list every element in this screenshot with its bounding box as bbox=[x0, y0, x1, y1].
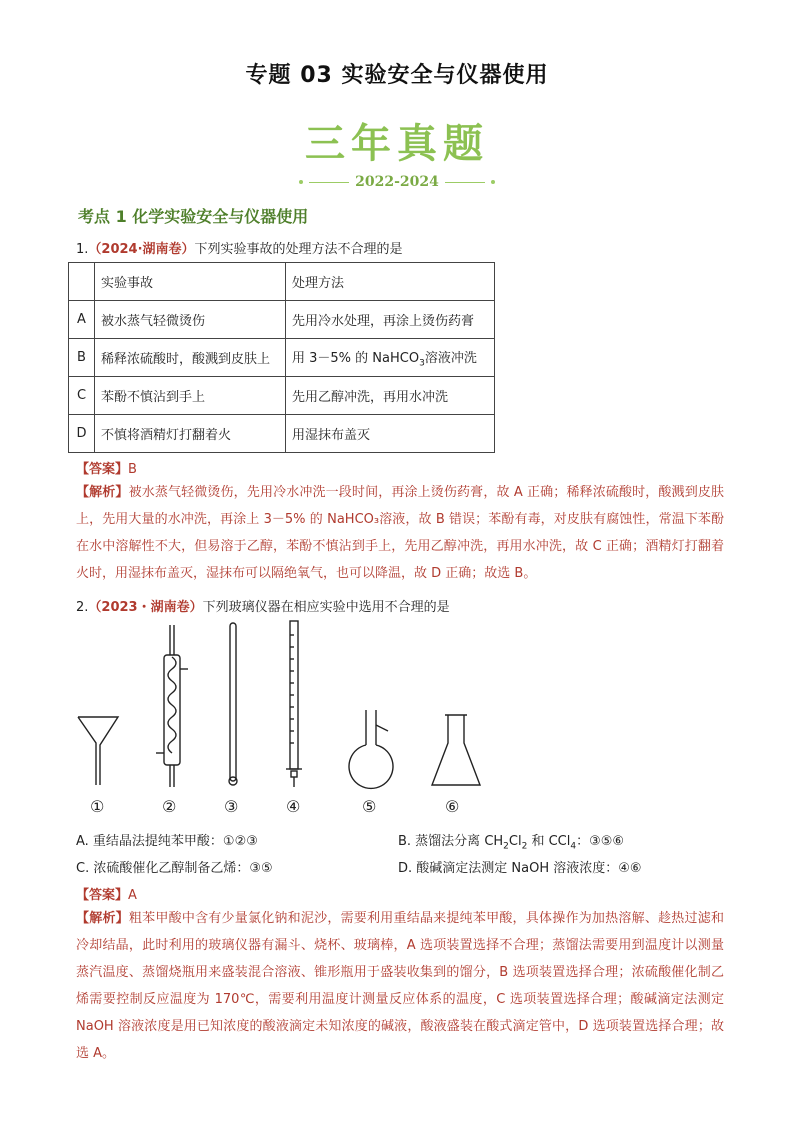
analysis-tag: 【解析】 bbox=[76, 485, 129, 500]
method-cell: 用湿抹布盖灭 bbox=[286, 415, 495, 453]
answer-value: A bbox=[128, 888, 137, 903]
row-label: C bbox=[69, 377, 95, 415]
row-label: B bbox=[69, 339, 95, 377]
distillation-flask-icon bbox=[349, 710, 393, 788]
right-rule bbox=[445, 182, 485, 183]
table-row bbox=[69, 301, 495, 339]
year-range bbox=[0, 174, 794, 190]
label-1: ① bbox=[90, 797, 105, 816]
thermometer-icon bbox=[229, 623, 237, 785]
answer-tag: 【答案】 bbox=[76, 888, 129, 903]
accident-table bbox=[68, 262, 495, 453]
method-cell bbox=[286, 339, 495, 377]
question-2-source: （2023・湖南卷） bbox=[88, 600, 203, 615]
option-c: C. 浓硫酸催化乙醇制备乙烯：③⑤ bbox=[76, 861, 273, 876]
question-1-source: （2024·湖南卷） bbox=[88, 242, 195, 257]
question-2-stem bbox=[76, 596, 450, 615]
table-row bbox=[69, 377, 495, 415]
option-a: A. 重结晶法提纯苯甲酸：①②③ bbox=[76, 834, 258, 849]
condenser-icon bbox=[156, 625, 188, 787]
label-4: ④ bbox=[286, 797, 301, 816]
table-header-cell: 处理方法 bbox=[286, 263, 495, 301]
option-b-text: B. 蒸馏法分离 CH bbox=[398, 834, 504, 849]
answer-tag: 【答案】 bbox=[76, 462, 129, 477]
analysis-tag: 【解析】 bbox=[76, 911, 129, 926]
question-1-stem bbox=[76, 238, 403, 257]
table-header-cell bbox=[69, 263, 95, 301]
method-cell: 先用冷水处理，再涂上烫伤药膏 bbox=[286, 301, 495, 339]
question-2-answer bbox=[76, 884, 137, 903]
left-rule bbox=[309, 182, 349, 183]
option-b-text: 和 CCl bbox=[527, 834, 571, 849]
funnel-icon bbox=[78, 717, 118, 785]
conical-flask-icon bbox=[432, 715, 480, 785]
method-text: 用 3－5% 的 NaHCO bbox=[292, 350, 420, 366]
question-1-number: 1. bbox=[76, 242, 89, 257]
page-title: 专题 03 实验安全与仪器使用 bbox=[245, 63, 549, 88]
option-b bbox=[398, 830, 624, 852]
analysis-text: 被水蒸气轻微烫伤，先用冷水冲洗一段时间，再涂上烫伤药膏，故 A 正确；稀释浓硫酸时，酸溅到皮肤上，先用大量的水冲洗，再涂上 3－5% 的 NaHCO₃溶液，故 B 错误；苯酚有毒，对皮肤有腐蚀性，常温下苯酚在水中溶解性不大，但易溶于乙醇，苯酚不慎沾到手上，先用乙醇冲洗，再用水冲洗，故 C 正确；酒精灯打翻着火时，用湿抹布盖灭，湿抹布可以隔绝氧气，也可以降温，故 D 正确；故选 B。 bbox=[76, 485, 724, 581]
question-1-text: 下列实验事故的处理方法不合理的是 bbox=[194, 242, 403, 257]
year-range-text: 2022-2024 bbox=[355, 174, 439, 190]
banner-heading: 三年真题 bbox=[305, 121, 489, 167]
left-dot-icon bbox=[299, 180, 303, 184]
right-dot-icon bbox=[491, 180, 495, 184]
question-1-analysis bbox=[76, 479, 724, 587]
section-heading: 考点 1 化学实验安全与仪器使用 bbox=[78, 207, 309, 226]
option-b-subscript: 2 bbox=[521, 841, 528, 852]
accident-cell: 苯酚不慎沾到手上 bbox=[95, 377, 286, 415]
row-label: D bbox=[69, 415, 95, 453]
option-b-text: Cl bbox=[508, 834, 522, 849]
table-row bbox=[69, 339, 495, 377]
option-d: D. 酸碱滴定法测定 NaOH 溶液浓度：④⑥ bbox=[398, 861, 642, 876]
label-5: ⑤ bbox=[362, 797, 377, 816]
question-2-number: 2. bbox=[76, 600, 89, 615]
answer-value: B bbox=[128, 462, 137, 477]
accident-cell: 被水蒸气轻微烫伤 bbox=[95, 301, 286, 339]
method-cell: 先用乙醇冲洗，再用水冲洗 bbox=[286, 377, 495, 415]
table-header-row bbox=[69, 263, 495, 301]
method-subscript: 3 bbox=[419, 358, 425, 369]
method-text: 溶液冲洗 bbox=[424, 350, 477, 366]
question-1-answer bbox=[76, 458, 137, 477]
accident-cell: 稀释浓硫酸时，酸溅到皮肤上 bbox=[95, 339, 286, 377]
accident-cell: 不慎将酒精灯打翻着火 bbox=[95, 415, 286, 453]
table-header-cell: 实验事故 bbox=[95, 263, 286, 301]
row-label: A bbox=[69, 301, 95, 339]
analysis-text: 粗苯甲酸中含有少量氯化钠和泥沙，需要利用重结晶来提纯苯甲酸，具体操作为加热溶解、趁热过滤和冷却结晶，此时利用的玻璃仪器有漏斗、烧杯、玻璃棒，A 选项装置选择不合理；蒸馏法需要用到温度计以测量蒸汽温度、蒸馏烧瓶用来盛装混合溶液、锥形瓶用于盛装收集到的馏分，B 选项装置选择合理；浓硫酸催化制乙烯需要控制反应温度为 170℃，需要利用温度计测量反应体系的温度，C 选项装置选择合理；酸碱滴定法测定 NaOH 溶液浓度是用已知浓度的酸液滴定未知浓度的碱液，酸液盛装在酸式滴定管中，D 选项装置选择合理；故选 A。 bbox=[76, 911, 724, 1061]
option-b-subscript: 2 bbox=[503, 841, 509, 852]
table-row bbox=[69, 415, 495, 453]
burette-icon bbox=[286, 621, 302, 787]
option-b-subscript: 4 bbox=[570, 841, 577, 852]
label-3: ③ bbox=[224, 797, 239, 816]
label-2: ② bbox=[162, 797, 177, 816]
option-b-text: ：③⑤⑥ bbox=[576, 834, 625, 849]
question-2-text: 下列玻璃仪器在相应实验中选用不合理的是 bbox=[202, 600, 450, 615]
question-2-analysis bbox=[76, 905, 724, 1067]
label-6: ⑥ bbox=[445, 797, 460, 816]
glassware-figure bbox=[60, 615, 520, 790]
